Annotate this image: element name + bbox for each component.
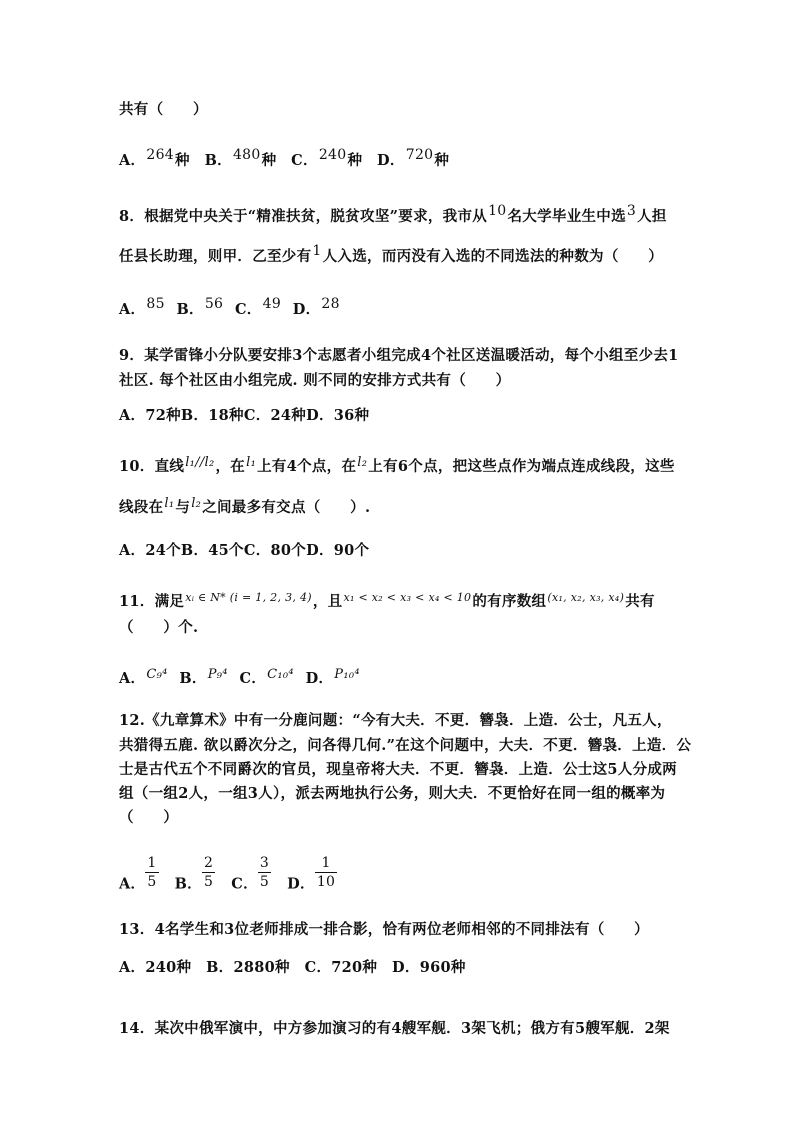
q7-options: A．264种 B．480种 C．240种 D．720种 (119, 147, 450, 169)
q12-options: A． $\frac{1}{5}$ B． $\frac{2}{5}$ C． $\frac{3}{5}$ D． $\frac{1}{10}$ (119, 855, 336, 893)
q7-stem-tail: 共有（ ） (119, 101, 208, 118)
q8-stem-line1: 8．根据党中央关于“精准扶贫，脱贫攻坚”要求，我市从10名大学毕业生中选3人担 (119, 203, 667, 225)
q11-options: A．C₉⁴ B．P₉⁴ C．C₁₀⁴ D．P₁₀⁴ (119, 667, 360, 687)
q10-options: A．24个B．45个C．80个D．90个 (119, 542, 370, 559)
q12-stem-line3: 士是古代五个不同爵次的官员，现皇帝将大夫．不更．簪袅．上造．公士这5人分成两 (119, 761, 677, 778)
q13-options: A．240种 B．2880种 C．720种 D．960种 (119, 959, 466, 976)
q12-stem-line5: （ ） (119, 809, 179, 826)
fraction: $\frac{1}{5}$ (147, 855, 157, 890)
q11-stem-line2: （ ）个. (119, 619, 199, 636)
q14-stem-line1: 14．某次中俄军演中，中方参加演习的有4艘军舰．3架飞机；俄方有5艘军舰．2架 (119, 1020, 670, 1037)
q8-stem-line2: 任县长助理，则甲．乙至少有1人入选，而丙没有入选的不同选法的种数为（ ） (119, 243, 664, 265)
q12-stem-line4: 组（一组2人，一组3人），派去两地执行公务，则大夫．不更恰好在同一组的概率为 (119, 785, 666, 802)
q13-stem: 13．4名学生和3位老师排成一排合影，恰有两位老师相邻的不同排法有（ ） (119, 921, 649, 938)
q10-stem-line2: 线段在l₁与l₂之间最多有交点（ ）. (119, 496, 371, 516)
q8-options: A．85 B．56 C．49 D．28 (119, 296, 340, 318)
q9-stem-line1: 9．某学雷锋小分队要安排3个志愿者小组完成4个社区送温暖活动，每个小组至少去1 (119, 347, 679, 364)
q11-stem-line1: 11．满足$^{xᵢ \in N* (i = 1, 2, 3, 4)}$，且$^{x_1 < x_2 < x_3 < x_4 < 10}$的有序数组$^{(x_1, x_2, x_3, x_4)}$共有 (119, 591, 655, 610)
fraction: $\frac{1}{10}$ (316, 855, 336, 890)
fraction: $\frac{3}{5}$ (259, 855, 270, 890)
fraction: $\frac{2}{5}$ (203, 855, 214, 890)
q9-options: A．72种B．18种C．24种D．36种 (119, 407, 370, 424)
q9-stem-line2: 社区. 每个社区由小组完成. 则不同的安排方式共有（ ） (119, 372, 511, 389)
q12-stem-line1: 12.《九章算术》中有一分鹿问题：“今有大夫．不更．簪袅．上造．公士，凡五人， (119, 712, 672, 729)
q12-stem-line2: 共猎得五鹿. 欲以爵次分之，问各得几何.”在这个问题中，大夫．不更．簪袅．上造．公 (119, 737, 692, 754)
q10-stem-line1: 10．直线l₁//l₂，在l₁上有4个点，在l₂上有6个点，把这些点作为端点连成线段，这些 (119, 455, 675, 475)
